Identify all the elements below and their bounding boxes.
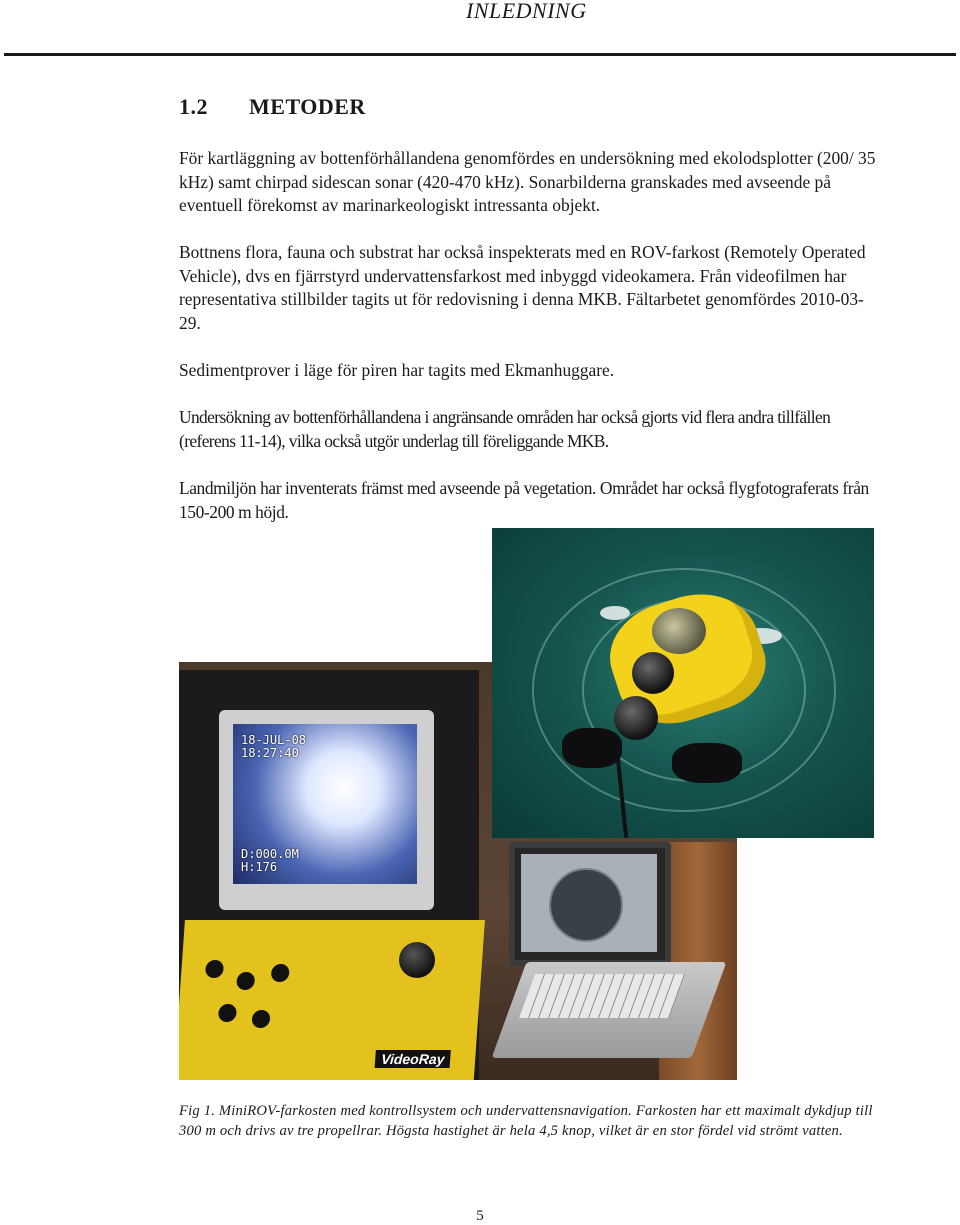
header-rule: [4, 53, 956, 56]
page-number: 5: [476, 1208, 484, 1224]
control-case: [179, 670, 479, 1080]
osd-date: 18-JUL-08: [241, 733, 307, 747]
page-header: [0, 0, 960, 58]
running-header-title: INLEDNING: [466, 0, 587, 23]
panel-knob: [271, 964, 290, 982]
section-title: METODER: [249, 94, 366, 119]
osd-depth: D:000.0M: [241, 847, 299, 861]
panel-knob: [218, 1004, 237, 1022]
rov-thruster: [562, 728, 622, 768]
water-spray: [600, 606, 630, 620]
paragraph-rov: Bottnens flora, fauna och substrat har också inspekterats med en ROV-farkost (Remotely Operated Vehicle), dvs en fjärrstyrd undervattensfarkost med inbyggd videokamera. Från videofilmen har representativa stillbilder tagits ut för redovisning i denna MKB. Fältarbetet genomfördes 2010-03-29.: [179, 242, 866, 333]
laptop-display: [521, 854, 657, 952]
figure-caption: Fig 1. MiniROV-farkosten med kontrollsystem och undervattensnavigation. Farkosten har ett maximalt dykdjup till 300 m och drivs av tre propellrar. Högsta hastighet är hela 4,5 knop, vilket är en stor fördel vid strömt vatten.: [179, 1103, 873, 1139]
sonar-display: [549, 868, 623, 942]
laptop-keyboard: [519, 974, 685, 1018]
paragraph-references: Undersökning av bottenförhållandena i angränsande områden har också gjorts vid flera andra tillfällen (referens 11-14), vilka också utgör underlag till föreliggande MKB.: [179, 407, 831, 451]
osd-heading: H:176: [241, 860, 278, 874]
panel-knob: [236, 972, 255, 990]
rov-thruster: [672, 743, 742, 783]
rov-light: [614, 696, 658, 740]
paragraph-sediment: Sedimentprover i läge för piren har tagits med Ekmanhuggare.: [179, 360, 615, 380]
section-heading: [179, 94, 366, 120]
panel-knob: [205, 960, 224, 978]
rov-camera-dome: [652, 608, 706, 654]
control-panel: [179, 920, 485, 1080]
paragraph-sonar: För kartläggning av bottenförhållandena genomfördes en undersökning med ekolodsplotter (200/ 35 kHz) samt chirpad sidescan sonar (420-470 kHz). Sonarbilderna granskades med avseende på eventuell förekomst av marinarkeologiskt intressanta objekt.: [179, 148, 876, 215]
panel-knob: [251, 1010, 270, 1028]
monitor-screen: [233, 724, 417, 884]
laptop-screen: [509, 842, 671, 966]
rov-light: [632, 652, 674, 694]
section-number: 1.2: [179, 94, 208, 119]
osd-time: 18:27:40: [241, 746, 299, 760]
osd-readout: [241, 848, 299, 874]
paragraph-land: Landmiljön har inventerats främst med avseende på vegetation. Området har också flygfotograferats från 150-200 m höjd.: [179, 478, 869, 522]
joystick: [399, 942, 435, 978]
video-monitor: [219, 710, 434, 910]
panel-brand-label: VideoRay: [375, 1050, 452, 1068]
rov-in-water-photo: [492, 528, 874, 838]
osd-date-time: [241, 734, 306, 760]
